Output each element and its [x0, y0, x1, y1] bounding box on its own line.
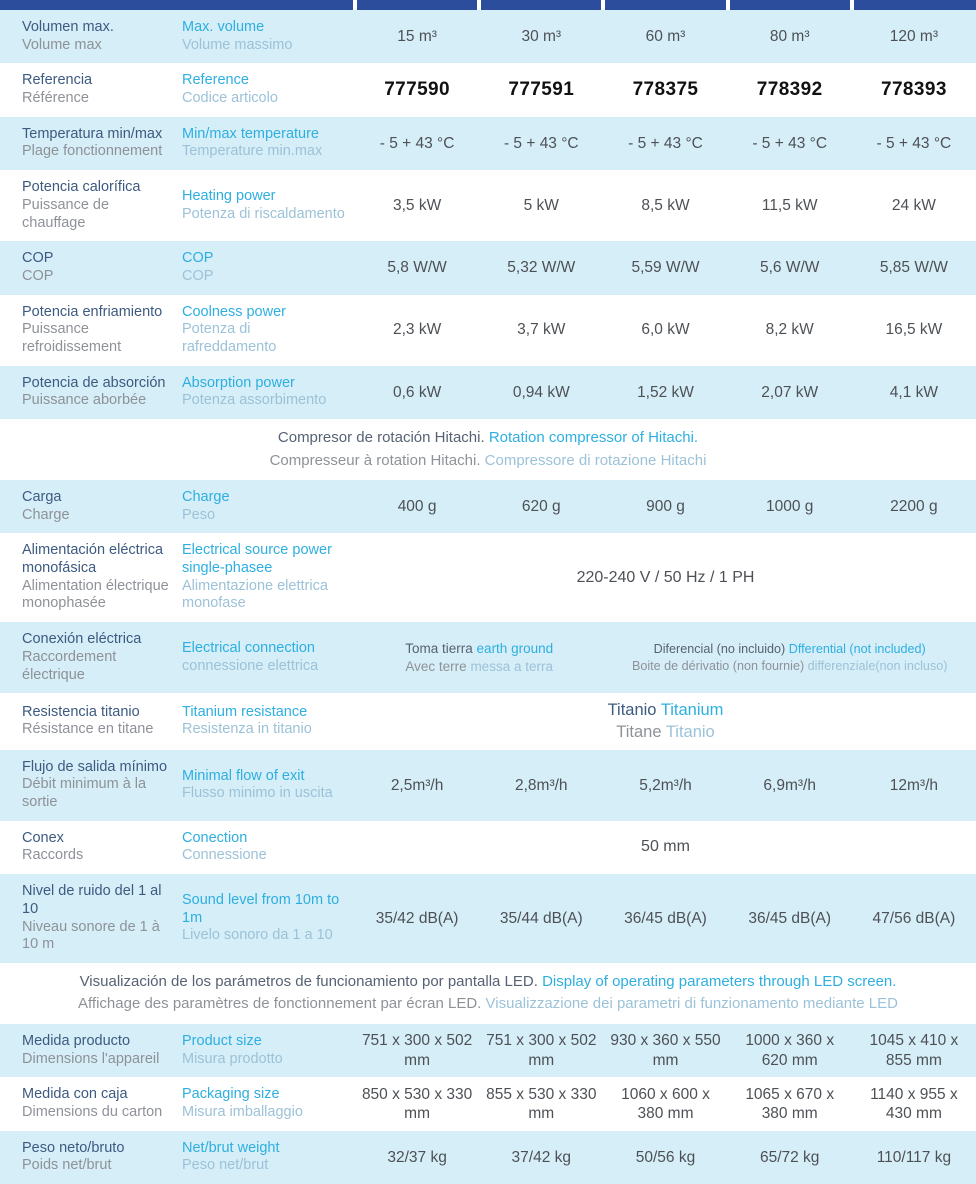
- value-medida-caja-col3: [603, 1077, 727, 1130]
- value-peso-col5: [852, 1131, 976, 1184]
- value-potencia-enfriamiento-col1: [355, 295, 479, 366]
- value-text: 120 m³: [889, 28, 939, 45]
- label-secondary-medida-caja-line2: Misura imballaggio: [182, 1103, 303, 1120]
- table-row-resistencia-titanio: [0, 693, 976, 750]
- value-medida-caja-col4: [728, 1077, 852, 1130]
- label-primary-peso-line2: Poids net/brut: [22, 1157, 112, 1174]
- value-cop-col4: [728, 241, 852, 294]
- value-text-segment: Titane: [616, 723, 666, 742]
- value-text: 900 g: [646, 498, 685, 515]
- value-potencia-calorifica-col2: [479, 170, 603, 241]
- value-flujo-salida-col3: [603, 750, 727, 821]
- table-row-potencia-absorcion: [0, 366, 976, 419]
- value-text: 850 x 530 x 330 mm: [361, 1085, 473, 1122]
- table-header-bar: [0, 0, 976, 10]
- label-secondary-nivel-ruido-line1: Sound level from 10m to 1m: [182, 892, 340, 926]
- label-primary-temperatura-line2: Plage fonctionnement: [22, 143, 163, 160]
- value-peso-col2: [479, 1131, 603, 1184]
- value-resistencia-titanio: [355, 693, 976, 750]
- label-secondary-resistencia-titanio-line2: Resistenza in titanio: [182, 721, 312, 738]
- table-row-cop: [0, 241, 976, 294]
- value-text-segment: Dfferential (not included): [788, 642, 926, 657]
- value-text: 777591: [508, 79, 575, 101]
- note-text-segment: Affichage des paramètres de fonctionnement par écran LED.: [78, 995, 486, 1013]
- value-text-segment: messa a terra: [470, 658, 553, 674]
- value-text-segment: Toma tierra: [405, 641, 477, 657]
- value-nivel-ruido-col2: [479, 874, 603, 963]
- header-bar-column-segment: [730, 0, 850, 10]
- value-text: 1065 x 670 x 380 mm: [745, 1085, 835, 1122]
- value-text: 3,5 kW: [392, 196, 442, 214]
- label-primary-cop-line1: COP: [22, 250, 54, 267]
- label-primary-potencia-calorifica-line1: Potencia calorífica: [22, 179, 141, 196]
- label-primary-carga: [0, 480, 180, 533]
- value-line2: [616, 721, 714, 743]
- value-flujo-salida-col1: [355, 750, 479, 821]
- value-potencia-enfriamiento-col2: [479, 295, 603, 366]
- value-peso-col1: [355, 1131, 479, 1184]
- label-primary-medida-producto-line1: Medida producto: [22, 1032, 131, 1049]
- value-text: 2,3 kW: [392, 321, 442, 339]
- label-secondary-carga-line2: Peso: [182, 506, 216, 523]
- value-text-segment: differenziale(non incluso): [807, 658, 948, 673]
- label-secondary-potencia-enfriamiento-line1: Coolness power: [182, 303, 286, 320]
- label-primary-medida-caja: [0, 1077, 180, 1130]
- table-row-conexion-electrica: [0, 622, 976, 693]
- label-secondary-referencia-line1: Reference: [182, 72, 249, 89]
- value-temperatura-col1: [355, 117, 479, 170]
- label-primary-conexiones: [0, 821, 180, 874]
- value-peso-col3: [603, 1131, 727, 1184]
- value-line1: [608, 699, 724, 721]
- label-secondary-potencia-absorcion-line1: Absorption power: [182, 374, 295, 391]
- value-conexion-electrica-differential: [603, 622, 976, 693]
- value-text-segment: earth ground: [476, 641, 554, 657]
- label-secondary-conexiones-line2: Connessione: [182, 847, 267, 864]
- label-primary-potencia-enfriamiento: [0, 295, 180, 366]
- label-secondary-cop-line1: COP: [182, 250, 214, 267]
- table-row-potencia-calorifica: [0, 170, 976, 241]
- label-secondary-alimentacion-line1: Electrical source power single-phasee: [182, 542, 332, 577]
- label-primary-nivel-ruido-line1: Nivel de ruido del 1 al 10: [22, 883, 162, 917]
- value-potencia-enfriamiento-col3: [603, 295, 727, 366]
- value-volumen-max-col4: [728, 10, 852, 63]
- value-potencia-calorifica-col5: [852, 170, 976, 241]
- value-flujo-salida-col4: [728, 750, 852, 821]
- label-primary-temperatura-line1: Temperatura min/max: [22, 125, 163, 142]
- value-peso-col4: [728, 1131, 852, 1184]
- value-text: 36/45 dB(A): [748, 909, 832, 927]
- label-primary-resistencia-titanio: [0, 693, 180, 750]
- value-text: 12m³/h: [889, 776, 939, 794]
- table-row-medida-caja: [0, 1077, 976, 1130]
- table-row-volumen-max: [0, 10, 976, 63]
- table-row-peso: [0, 1131, 976, 1184]
- value-text: 778393: [880, 79, 947, 101]
- value-text: - 5 + 43 °C: [752, 134, 828, 152]
- label-secondary-conexiones-line1: Conection: [182, 829, 248, 846]
- label-secondary-potencia-enfriamiento-line2: Potenza di rafreddamento: [182, 321, 277, 355]
- label-primary-resistencia-titanio-line1: Resistencia titanio: [22, 703, 140, 720]
- label-secondary-medida-producto: [180, 1024, 355, 1077]
- label-secondary-flujo-salida-line2: Flusso minimo in uscita: [182, 785, 333, 802]
- value-carga-col4: [728, 480, 852, 533]
- header-bar-column-segment: [605, 0, 725, 10]
- label-primary-volumen-max-line2: Volume max: [22, 36, 102, 53]
- value-text: - 5 + 43 °C: [628, 134, 703, 152]
- value-text: 855 x 530 x 330 mm: [486, 1085, 597, 1122]
- value-text: 2,5m³/h: [390, 776, 444, 794]
- table-row-flujo-salida: [0, 750, 976, 821]
- label-secondary-conexiones: [180, 821, 355, 874]
- value-text: 60 m³: [645, 28, 686, 45]
- value-text: 5,6 W/W: [759, 259, 820, 277]
- label-primary-potencia-calorifica-line2: Puissance de chauffage: [22, 196, 110, 231]
- value-text: - 5 + 43 °C: [503, 134, 579, 152]
- value-text: 751 x 300 x 502 mm: [361, 1032, 473, 1069]
- value-text: 47/56 dB(A): [872, 909, 956, 927]
- value-text: 1140 x 955 x 430 mm: [870, 1085, 958, 1122]
- value-text: 24 kW: [891, 196, 936, 214]
- header-bar-column-segment: [854, 0, 976, 10]
- value-text: 8,5 kW: [641, 196, 690, 214]
- value-text: 50 mm: [641, 838, 690, 856]
- label-primary-referencia-line2: Référence: [22, 90, 89, 107]
- table-row-nota-led: [0, 963, 976, 1024]
- value-temperatura-col2: [479, 117, 603, 170]
- label-primary-cop: [0, 241, 180, 294]
- label-primary-flujo-salida-line1: Flujo de salida mínimo: [22, 758, 168, 775]
- label-primary-peso-line1: Peso neto/bruto: [22, 1139, 125, 1156]
- label-secondary-volumen-max-line2: Volume massimo: [182, 36, 293, 53]
- label-primary-potencia-absorcion-line2: Puissance aborbée: [22, 392, 147, 409]
- value-temperatura-col3: [603, 117, 727, 170]
- value-text: 0,6 kW: [392, 383, 442, 401]
- value-text: 6,9m³/h: [763, 776, 816, 794]
- label-secondary-temperatura: [180, 117, 355, 170]
- label-primary-resistencia-titanio-line2: Résistance en titane: [22, 721, 154, 738]
- value-volumen-max-col1: [355, 10, 479, 63]
- label-secondary-volumen-max: [180, 10, 355, 63]
- label-primary-referencia: [0, 63, 180, 116]
- value-alimentacion: [355, 533, 976, 622]
- value-referencia-col5: [852, 63, 976, 116]
- label-secondary-resistencia-titanio: [180, 693, 355, 750]
- label-secondary-conexion-electrica: [180, 622, 355, 693]
- table-row-referencia: [0, 63, 976, 116]
- value-text: 5 kW: [523, 196, 559, 214]
- value-nivel-ruido-col1: [355, 874, 479, 963]
- value-text: 37/42 kg: [511, 1148, 572, 1166]
- note-line1: [10, 971, 966, 994]
- value-medida-producto-col5: [852, 1024, 976, 1077]
- table-row-potencia-enfriamiento: [0, 295, 976, 366]
- value-potencia-calorifica-col1: [355, 170, 479, 241]
- value-medida-caja-col5: [852, 1077, 976, 1130]
- value-text: 1000 g: [765, 498, 814, 515]
- label-secondary-potencia-calorifica-line1: Heating power: [182, 187, 276, 204]
- label-secondary-potencia-enfriamiento: [180, 295, 355, 366]
- value-text: - 5 + 43 °C: [876, 134, 952, 152]
- value-text: 778375: [632, 79, 699, 101]
- value-referencia-col3: [603, 63, 727, 116]
- value-volumen-max-col3: [603, 10, 727, 63]
- value-line1: [654, 641, 926, 657]
- value-text: 30 m³: [521, 28, 562, 45]
- note-text-segment: Display of operating parameters through LED screen.: [542, 972, 897, 990]
- note-text-segment: Visualización de los parámetros de funcionamiento por pantalla LED.: [79, 972, 543, 990]
- table-row-alimentacion: [0, 533, 976, 622]
- value-potencia-absorcion-col1: [355, 366, 479, 419]
- value-text: 4,1 kW: [889, 383, 938, 401]
- label-secondary-referencia: [180, 63, 355, 116]
- value-text: 35/44 dB(A): [499, 909, 583, 927]
- label-secondary-alimentacion: [180, 533, 355, 622]
- note-text-segment: Compresseur à rotation Hitachi.: [269, 451, 485, 469]
- label-secondary-temperatura-line2: Temperature min.max: [182, 143, 323, 160]
- value-volumen-max-col5: [852, 10, 976, 63]
- value-text: 400 g: [397, 498, 437, 515]
- value-text: 1000 x 360 x 620 mm: [745, 1032, 835, 1069]
- label-secondary-temperatura-line1: Min/max temperature: [182, 125, 319, 142]
- value-text: 0,94 kW: [512, 383, 570, 401]
- value-nivel-ruido-col3: [603, 874, 727, 963]
- label-secondary-potencia-absorcion: [180, 366, 355, 419]
- value-text: 16,5 kW: [885, 321, 943, 339]
- value-text: 65/72 kg: [759, 1148, 820, 1166]
- value-potencia-absorcion-col3: [603, 366, 727, 419]
- value-cop-col3: [603, 241, 727, 294]
- value-text: 50/56 kg: [635, 1148, 696, 1166]
- value-carga-col1: [355, 480, 479, 533]
- table-row-carga: [0, 480, 976, 533]
- label-primary-alimentacion: [0, 533, 180, 622]
- header-bar-column-segment: [481, 0, 601, 10]
- note-text-segment: Visualizzazione dei parametri di funzionamento mediante LED: [485, 995, 898, 1013]
- value-potencia-absorcion-col5: [852, 366, 976, 419]
- label-primary-medida-caja-line2: Dimensions du carton: [22, 1103, 163, 1120]
- value-text: 777590: [384, 79, 450, 101]
- label-primary-medida-producto-line2: Dimensions l'appareil: [22, 1050, 160, 1067]
- value-carga-col2: [479, 480, 603, 533]
- label-primary-potencia-absorcion-line1: Potencia de absorción: [22, 374, 166, 391]
- label-secondary-peso-line2: Peso net/brut: [182, 1157, 269, 1174]
- value-text: 3,7 kW: [517, 321, 566, 339]
- label-secondary-cop-line2: COP: [182, 267, 214, 284]
- table-row-nota-compresor: [0, 419, 976, 480]
- value-text: - 5 + 43 °C: [379, 134, 455, 152]
- value-referencia-col1: [355, 63, 479, 116]
- label-primary-volumen-max: [0, 10, 180, 63]
- value-text-segment: Titanium: [660, 701, 724, 720]
- value-temperatura-col5: [852, 117, 976, 170]
- value-text-segment: Titanio: [607, 701, 661, 720]
- label-secondary-carga: [180, 480, 355, 533]
- value-nivel-ruido-col5: [852, 874, 976, 963]
- table-row-medida-producto: [0, 1024, 976, 1077]
- label-secondary-potencia-absorcion-line2: Potenza assorbimento: [182, 392, 327, 409]
- header-bar-column-segment: [357, 0, 477, 10]
- value-text: 1045 x 410 x 855 mm: [869, 1032, 959, 1069]
- table-row-conexiones: [0, 821, 976, 874]
- value-text: 1,52 kW: [637, 383, 694, 401]
- label-primary-cop-line2: COP: [22, 267, 54, 284]
- value-potencia-calorifica-col3: [603, 170, 727, 241]
- label-secondary-flujo-salida-line1: Minimal flow of exit: [182, 767, 305, 784]
- label-secondary-conexion-electrica-line1: Electrical connection: [182, 639, 315, 656]
- label-secondary-carga-line1: Charge: [182, 489, 230, 505]
- value-carga-col5: [852, 480, 976, 533]
- label-primary-potencia-enfriamiento-line1: Potencia enfriamiento: [22, 303, 163, 320]
- value-cop-col1: [355, 241, 479, 294]
- value-conexion-electrica-ground: [355, 622, 603, 693]
- label-primary-temperatura: [0, 117, 180, 170]
- value-text: 11,5 kW: [761, 196, 818, 214]
- label-secondary-nivel-ruido: [180, 874, 355, 963]
- spec-table: [0, 10, 976, 1184]
- value-text: 1060 x 600 x 380 mm: [621, 1085, 710, 1122]
- label-primary-alimentacion-line2: Alimentation électrique monophasée: [22, 577, 169, 612]
- value-text: 36/45 dB(A): [624, 909, 707, 927]
- label-primary-conexion-electrica: [0, 622, 180, 693]
- value-text-segment: Titanio: [665, 723, 715, 742]
- value-volumen-max-col2: [479, 10, 603, 63]
- value-text: 2200 g: [890, 498, 938, 515]
- label-primary-conexiones-line1: Conex: [22, 829, 64, 846]
- value-carga-col3: [603, 480, 727, 533]
- value-potencia-calorifica-col4: [728, 170, 852, 241]
- value-referencia-col4: [728, 63, 852, 116]
- value-flujo-salida-col2: [479, 750, 603, 821]
- label-secondary-potencia-calorifica: [180, 170, 355, 241]
- value-potencia-absorcion-col2: [479, 366, 603, 419]
- label-primary-peso: [0, 1131, 180, 1184]
- value-line2: [405, 658, 553, 676]
- label-secondary-potencia-calorifica-line2: Potenza di riscaldamento: [182, 205, 345, 222]
- value-flujo-salida-col5: [852, 750, 976, 821]
- label-primary-flujo-salida-line2: Débit minimum à la sortie: [22, 776, 147, 811]
- value-potencia-enfriamiento-col4: [728, 295, 852, 366]
- value-text: 2,8m³/h: [515, 776, 568, 794]
- label-secondary-medida-producto-line2: Misura prodotto: [182, 1050, 283, 1067]
- value-text: 778392: [756, 79, 823, 101]
- value-text: 80 m³: [769, 28, 810, 45]
- value-medida-producto-col4: [728, 1024, 852, 1077]
- value-temperatura-col4: [728, 117, 852, 170]
- label-secondary-flujo-salida: [180, 750, 355, 821]
- value-text: 220-240 V / 50 Hz / 1 PH: [576, 568, 755, 586]
- note-nota-compresor: [0, 419, 976, 480]
- value-medida-caja-col2: [479, 1077, 603, 1130]
- label-primary-carga-line2: Charge: [22, 506, 70, 523]
- value-text: 6,0 kW: [641, 321, 690, 339]
- label-primary-potencia-calorifica: [0, 170, 180, 241]
- label-primary-carga-line1: Carga: [22, 489, 62, 505]
- label-secondary-nivel-ruido-line2: Livelo sonoro da 1 a 10: [182, 927, 333, 944]
- label-primary-medida-producto: [0, 1024, 180, 1077]
- label-primary-nivel-ruido: [0, 874, 180, 963]
- label-secondary-medida-producto-line1: Product size: [182, 1032, 262, 1049]
- label-secondary-peso: [180, 1131, 355, 1184]
- value-text: 15 m³: [397, 28, 437, 45]
- value-line1: [405, 640, 553, 658]
- value-conexiones: [355, 821, 976, 874]
- label-secondary-peso-line1: Net/brut weight: [182, 1139, 280, 1156]
- value-text: 110/117 kg: [876, 1148, 952, 1166]
- value-text-segment: Boite de dérivatio (non fournie): [631, 658, 808, 673]
- value-medida-producto-col2: [479, 1024, 603, 1077]
- label-secondary-resistencia-titanio-line1: Titanium resistance: [182, 703, 308, 720]
- value-text-segment: Diferencial (no incluido): [653, 642, 789, 657]
- note-nota-led: [0, 963, 976, 1024]
- note-line2: [10, 450, 966, 473]
- value-potencia-enfriamiento-col5: [852, 295, 976, 366]
- label-secondary-referencia-line2: Codice articolo: [182, 90, 278, 107]
- label-secondary-medida-caja: [180, 1077, 355, 1130]
- note-line1: [10, 427, 966, 450]
- value-text: 5,85 W/W: [879, 259, 948, 277]
- value-text: 751 x 300 x 502 mm: [486, 1032, 597, 1069]
- value-text: 620 g: [521, 498, 561, 515]
- label-secondary-alimentacion-line2: Alimentazione elettrica monofase: [182, 577, 328, 612]
- value-nivel-ruido-col4: [728, 874, 852, 963]
- label-primary-potencia-enfriamiento-line2: Puissance refroidissement: [22, 321, 122, 355]
- value-text: 2,07 kW: [761, 383, 819, 401]
- label-primary-conexion-electrica-line2: Raccordement électrique: [22, 648, 117, 683]
- note-line2: [10, 993, 966, 1016]
- table-row-temperatura: [0, 117, 976, 170]
- value-line2: [632, 658, 948, 674]
- label-secondary-medida-caja-line1: Packaging size: [182, 1086, 280, 1103]
- label-primary-medida-caja-line1: Medida con caja: [22, 1086, 128, 1103]
- value-medida-producto-col3: [603, 1024, 727, 1077]
- value-cop-col5: [852, 241, 976, 294]
- label-primary-flujo-salida: [0, 750, 180, 821]
- table-row-nivel-ruido: [0, 874, 976, 963]
- note-text-segment: Rotation compressor of Hitachi.: [488, 429, 699, 446]
- value-text-segment: Avec terre: [405, 658, 471, 674]
- value-referencia-col2: [479, 63, 603, 116]
- value-text: 32/37 kg: [387, 1148, 447, 1166]
- value-text: 930 x 360 x 550 mm: [610, 1032, 721, 1069]
- value-medida-producto-col1: [355, 1024, 479, 1077]
- value-text: 5,59 W/W: [631, 259, 700, 277]
- value-text: 5,32 W/W: [507, 259, 576, 277]
- label-secondary-cop: [180, 241, 355, 294]
- value-potencia-absorcion-col4: [728, 366, 852, 419]
- label-primary-volumen-max-line1: Volumen max.: [22, 19, 114, 35]
- value-medida-caja-col1: [355, 1077, 479, 1130]
- note-text-segment: Compressore di rotazione Hitachi: [484, 451, 707, 469]
- value-text: 35/42 dB(A): [375, 909, 459, 927]
- label-secondary-volumen-max-line1: Max. volume: [182, 19, 265, 35]
- label-secondary-conexion-electrica-line2: connessione elettrica: [182, 657, 319, 674]
- value-text: 8,2 kW: [765, 321, 814, 339]
- label-primary-conexiones-line2: Raccords: [22, 847, 84, 864]
- value-cop-col2: [479, 241, 603, 294]
- label-primary-alimentacion-line1: Alimentación eléctrica monofásica: [22, 542, 164, 577]
- value-text: 5,2m³/h: [639, 776, 692, 794]
- label-primary-conexion-electrica-line1: Conexión eléctrica: [22, 631, 142, 648]
- value-text: 5,8 W/W: [387, 259, 447, 277]
- header-bar-label-segment: [0, 0, 353, 10]
- note-text-segment: Compresor de rotación Hitachi.: [277, 429, 489, 446]
- label-primary-referencia-line1: Referencia: [22, 72, 93, 89]
- label-primary-potencia-absorcion: [0, 366, 180, 419]
- label-primary-nivel-ruido-line2: Niveau sonore de 1 à 10 m: [22, 918, 160, 953]
